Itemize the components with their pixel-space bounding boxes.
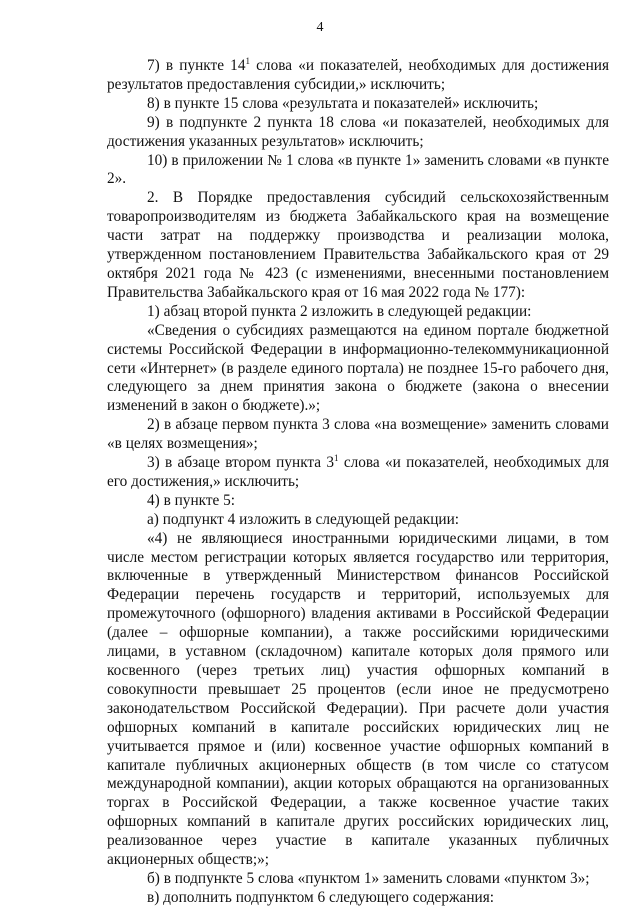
paragraph-item-9: 9) в подпункте 2 пункта 18 слова «и показателей, необходимых для достижения указанных результатов» исключить; [107, 113, 609, 150]
superscript: 1 [334, 453, 339, 464]
superscript: 1 [245, 56, 250, 66]
paragraph-section-2: 2. В Порядке предоставления субсидий сельскохозяйственным товаропроизводителям из бюджета Забайкальского края на возмещение части затрат на поддержку производства и реализации молока, утвержденном постановлением Правительства Забайкальского края от 29 октября 2021 года № 423 (с изменениями, внесенными постановлением Правительства Забайкальского края от 16 мая 2022 года № 177): [107, 189, 609, 301]
paragraph-quote-offshore: «4) не являющиеся иностранными юридическими лицами, в том числе местом регистрации которых является государство или территория, включенные в утвержденный Министерством финансов Российской Федерации перечень государств и территорий, используемых для промежуточного (офшорного) владения активами в Российской Федерации (далее – офшорные компании), а также российскими юридическими лицами, в уставном (складочном) капитале которых доля прямого или косвенного (через третьих лиц) участия офшорных компаний в совокупности превышает 25 процентов (если иное не предусмотрено законодательством Российской Федерации). При расчете доли участия офшорных компаний в капитале российских юридических лиц не учитывается прямое и (или) косвенное участие офшорных компаний в капитале публичных акционерных обществ (в том числе со статусом международной компании), акции которых обращаются на организованных торгах в Российской Федерации, а также косвенное участие таких офшорных компаний в капитале других российских юридических лиц, реализованное через участие в капитале указанных публичных акционерных обществ;»; [107, 529, 609, 869]
paragraph-subitem-a: а) подпункт 4 изложить в следующей редакции: [147, 510, 460, 528]
paragraph-text: 3) в абзаце втором пункта 3 [147, 454, 335, 472]
paragraph-subitem-1: 1) абзац второй пункта 2 изложить в следующей редакции: [147, 302, 532, 320]
paragraph-item-8: 8) в пункте 15 слова «результата и показателей» исключить; [147, 94, 539, 112]
paragraph-subitem-2: 2) в абзаце первом пункта 3 слова «на возмещение» заменить словами «в целях возмещения»; [107, 416, 609, 453]
paragraph-text: 7) в пункте 14 [147, 57, 246, 74]
paragraph-item-7 [107, 57, 609, 95]
paragraph-subitem-b: б) в подпункте 5 слова «пунктом 1» заменить словами «пунктом 3»; [147, 869, 590, 887]
paragraph-subitem-4: 4) в пункте 5: [147, 491, 236, 509]
paragraph-subitem-v: в) дополнить подпунктом 6 следующего содержания: [147, 888, 494, 906]
paragraph-item-10: 10) в приложении № 1 слова «в пункте 1» заменить словами «в пункте 2». [107, 151, 609, 188]
paragraph-quote-subsidies: «Сведения о субсидиях размещаются на едином портале бюджетной системы Российской Федерации в информационно-телекоммуникационной сети «Интернет» (в разделе единого портала) не позднее 15-го рабочего дня, следующего за днем принятия закона о бюджете (закона о внесении изменений в закон о бюджете).»; [107, 321, 609, 415]
document-body [107, 57, 609, 908]
paragraph-text: слова «и показателей, необходимых для достижения результатов предоставления субсидии,» исключить; [107, 57, 609, 93]
paragraph-text: слова «и показателей, необходимых для его достижения,» исключить; [107, 454, 609, 490]
paragraph-subitem-3 [107, 454, 609, 492]
page-number: 4 [316, 20, 324, 35]
